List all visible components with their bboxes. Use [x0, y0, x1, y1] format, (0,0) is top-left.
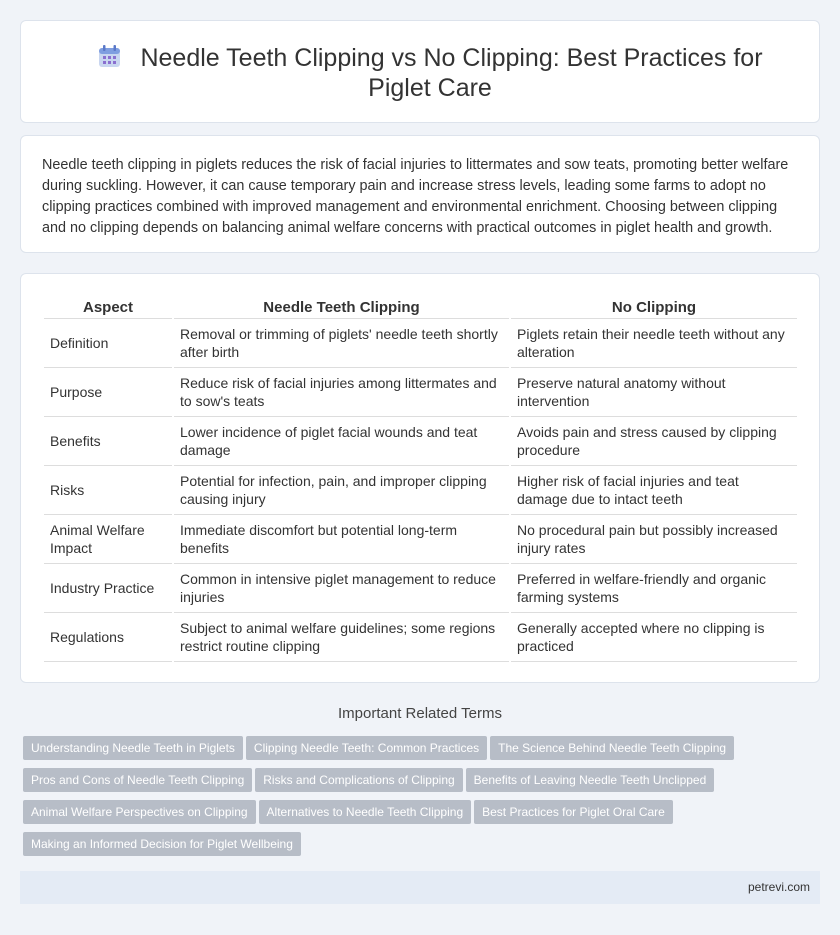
table-cell-clip: Lower incidence of piglet facial wounds and teat damage: [174, 417, 509, 466]
table-row: [44, 319, 797, 368]
page-title-wrap: [81, 43, 779, 103]
table-cell-noclip: Generally accepted where no clipping is practiced: [511, 613, 797, 662]
table-cell-aspect: Industry Practice: [44, 564, 172, 613]
related-term-tag[interactable]: Pros and Cons of Needle Teeth Clipping: [23, 768, 252, 792]
table-body: [44, 319, 797, 662]
table-cell-aspect: Definition: [44, 319, 172, 368]
table-cell-noclip: Avoids pain and stress caused by clipping procedure: [511, 417, 797, 466]
comparison-table: [42, 297, 799, 662]
comparison-card: [20, 273, 820, 683]
table-cell-clip: Immediate discomfort but potential long-term benefits: [174, 515, 509, 564]
intro-card: [20, 135, 820, 253]
related-term-tag[interactable]: Best Practices for Piglet Oral Care: [474, 800, 673, 824]
table-cell-clip: Reduce risk of facial injuries among littermates and to sow's teats: [174, 368, 509, 417]
related-term-tag[interactable]: Understanding Needle Teeth in Piglets: [23, 736, 243, 760]
table-cell-noclip: Higher risk of facial injuries and teat damage due to intact teeth: [511, 466, 797, 515]
table-cell-clip: Removal or trimming of piglets' needle teeth shortly after birth: [174, 319, 509, 368]
page-title: Needle Teeth Clipping vs No Clipping: Best Practices for Piglet Care: [140, 44, 763, 102]
column-header-clipping: Needle Teeth Clipping: [174, 297, 509, 319]
column-header-aspect: Aspect: [44, 297, 172, 319]
intro-paragraph: Needle teeth clipping in piglets reduces the risk of facial injuries to littermates and sow teats, promoting better welfare during suckling. However, it can cause temporary pain and increase stress levels, leading some farms to adopt no clipping practices combined with improved management and environmental enrichment. Choosing between clipping and no clipping depends on balancing animal welfare concerns with practical outcomes in piglet health and growth.: [42, 157, 789, 236]
related-term-tag[interactable]: Clipping Needle Teeth: Common Practices: [246, 736, 487, 760]
title-card: [20, 20, 820, 123]
related-term-tag[interactable]: Making an Informed Decision for Piglet Wellbeing: [23, 832, 301, 856]
related-term-tag[interactable]: Benefits of Leaving Needle Teeth Unclipped: [466, 768, 715, 792]
related-term-tag[interactable]: Alternatives to Needle Teeth Clipping: [259, 800, 472, 824]
table-cell-noclip: Preferred in welfare-friendly and organic farming systems: [511, 564, 797, 613]
related-term-tag[interactable]: Risks and Complications of Clipping: [255, 768, 462, 792]
table-row: [44, 368, 797, 417]
table-row: [44, 417, 797, 466]
table-row: [44, 466, 797, 515]
table-cell-noclip: Piglets retain their needle teeth without any alteration: [511, 319, 797, 368]
table-row: [44, 515, 797, 564]
table-cell-clip: Common in intensive piglet management to reduce injuries: [174, 564, 509, 613]
table-cell-noclip: No procedural pain but possibly increased injury rates: [511, 515, 797, 564]
related-terms-list: [23, 736, 823, 864]
table-cell-aspect: Risks: [44, 466, 172, 515]
calendar-icon: [97, 44, 122, 69]
table-header-row: [44, 297, 797, 319]
table-cell-aspect: Animal Welfare Impact: [44, 515, 172, 564]
table-cell-aspect: Purpose: [44, 368, 172, 417]
table-cell-aspect: Benefits: [44, 417, 172, 466]
table-cell-clip: Subject to animal welfare guidelines; some regions restrict routine clipping: [174, 613, 509, 662]
table-cell-aspect: Regulations: [44, 613, 172, 662]
table-row: [44, 613, 797, 662]
table-row: [44, 564, 797, 613]
table-cell-noclip: Preserve natural anatomy without intervention: [511, 368, 797, 417]
related-terms-title: Important Related Terms: [338, 705, 502, 722]
related-term-tag[interactable]: The Science Behind Needle Teeth Clipping: [490, 736, 734, 760]
table-cell-clip: Potential for infection, pain, and improper clipping causing injury: [174, 466, 509, 515]
column-header-no-clipping: No Clipping: [511, 297, 797, 319]
footer: [20, 871, 820, 904]
footer-site-link[interactable]: petrevi.com: [747, 880, 810, 894]
related-term-tag[interactable]: Animal Welfare Perspectives on Clipping: [23, 800, 256, 824]
